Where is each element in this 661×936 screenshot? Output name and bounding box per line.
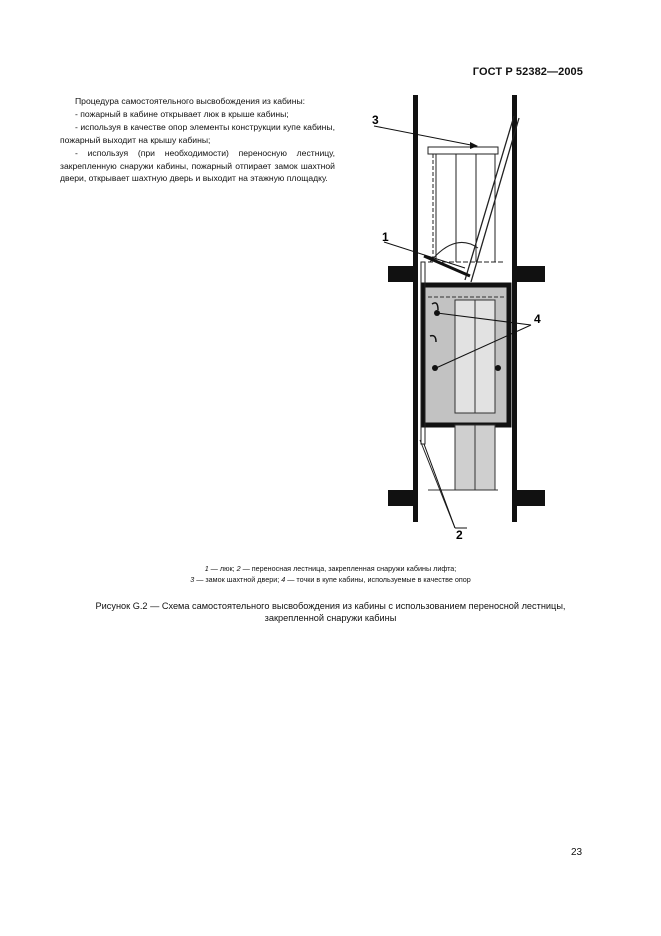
callout-1: 1: [382, 230, 389, 244]
legend-text-3: — замок шахтной двери;: [194, 575, 282, 584]
legend-num-2: 2: [236, 564, 241, 573]
support-point-right: [495, 365, 501, 371]
car-door-panel-right: [475, 300, 495, 413]
paragraph-step-1: - пожарный в кабине открывает люк в крыше кабины;: [75, 108, 289, 119]
figure-legend-line-1: [0, 564, 661, 574]
figure-caption-line-2: закрепленной снаружи кабины: [264, 613, 397, 623]
paragraph-step-3: - используя (при необходимости) переносную лестницу, закрепленную снаружи кабины, пожарный отпирает замок шахтной двери, открывает шахтную дверь и выходит на этажную площадку.: [60, 147, 335, 184]
paragraph-step-2: - используя в качестве опор элементы конструкции купе кабины, пожарный выходит на крышу кабины;: [60, 121, 335, 145]
legend-text-1: — люк;: [208, 564, 237, 573]
legend-num-4: 4: [281, 575, 286, 584]
floor-slab-upper-right: [517, 266, 545, 282]
standard-code-header: ГОСТ Р 52382—2005: [472, 66, 583, 78]
floor-slab-lower-left: [388, 490, 413, 506]
floor-slab-lower-right: [517, 490, 545, 506]
figure-legend-line-2: [0, 575, 661, 585]
lower-shaft-door-right: [475, 425, 495, 490]
callout-4: 4: [534, 312, 541, 326]
floor-slab-upper-left: [388, 266, 413, 282]
callout-3: 3: [372, 113, 379, 127]
shaft-wall-right: [512, 95, 517, 522]
figure-caption-line-1: Рисунок G.2 — Схема самостоятельного высвобождения из кабины с использованием переносной лестницы,: [95, 601, 566, 611]
lower-shaft-door-left: [455, 425, 475, 490]
figure-caption: [0, 600, 661, 624]
legend-num-1: 1: [204, 564, 209, 573]
hatch-cover: [424, 256, 470, 276]
callout-2: 2: [456, 528, 463, 542]
shaft-wall-left: [413, 95, 418, 522]
legend-text-2: — переносная лестница, закрепленная снаружи кабины лифта;: [240, 564, 457, 573]
legend-num-3: 3: [190, 575, 195, 584]
page-number: 23: [571, 847, 583, 858]
paragraph-intro: Процедура самостоятельного высвобождения из кабины:: [75, 96, 306, 106]
portable-ladder-leaning: [465, 116, 519, 282]
legend-text-4: — точки в купе кабины, используемые в качестве опор: [285, 575, 471, 584]
